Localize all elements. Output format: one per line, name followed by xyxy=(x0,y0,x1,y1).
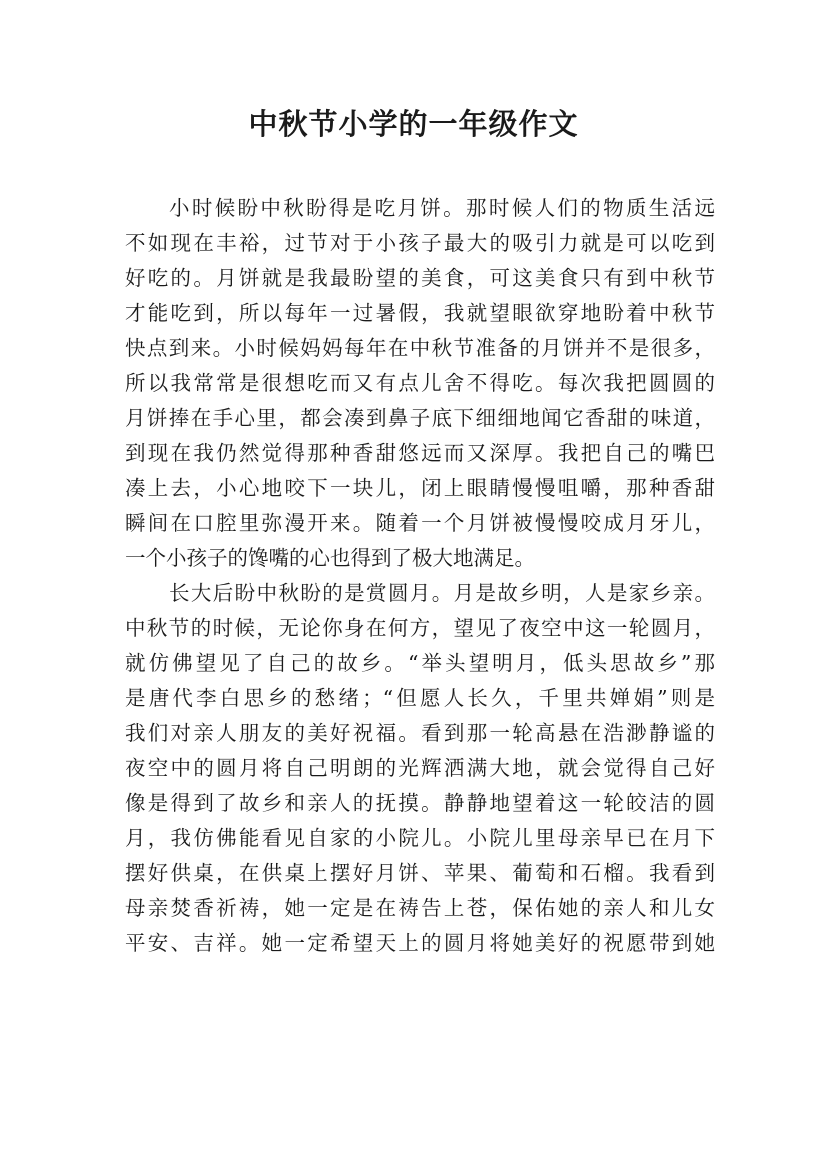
text-line: 快点到来。小时候妈妈每年在中秋节准备的月饼并不是很多， xyxy=(125,336,715,360)
text-line: 我们对亲人朋友的美好祝福。看到那一轮高悬在浩渺静谧的 xyxy=(125,721,715,745)
text-line: 像是得到了故乡和亲人的抚摸。静静地望着这一轮皎洁的圆 xyxy=(125,791,715,815)
essay-body xyxy=(125,191,715,961)
text-line: 好吃的。月饼就是我最盼望的美食，可这美食只有到中秋节 xyxy=(125,266,715,290)
text-line: 才能吃到，所以每年一过暑假，我就望眼欲穿地盼着中秋节 xyxy=(125,301,715,325)
text-line: 月，我仿佛能看见自家的小院儿。小院儿里母亲早已在月下 xyxy=(125,826,715,850)
text-line: 月饼捧在手心里，都会凑到鼻子底下细细地闻它香甜的味道， xyxy=(125,406,715,430)
text-line: 长大后盼中秋盼的是赏圆月。月是故乡明，人是家乡亲。 xyxy=(169,581,715,605)
text-line: 夜空中的圆月将自己明朗的光辉洒满大地，就会觉得自己好 xyxy=(125,756,715,780)
text-line: 到现在我仍然觉得那种香甜悠远而又深厚。我把自己的嘴巴 xyxy=(125,441,715,465)
text-line: 摆好供桌，在供桌上摆好月饼、苹果、葡萄和石榴。我看到 xyxy=(125,861,715,885)
text-line: 一个小孩子的馋嘴的心也得到了极大地满足。 xyxy=(125,546,535,570)
text-line: 所以我常常是很想吃而又有点儿舍不得吃。每次我把圆圆的 xyxy=(125,371,715,395)
text-line: 平安、吉祥。她一定希望天上的圆月将她美好的祝愿带到她 xyxy=(125,931,715,955)
text-line: 小时候盼中秋盼得是吃月饼。那时候人们的物质生活远 xyxy=(169,196,715,220)
text-line: 不如现在丰裕，过节对于小孩子最大的吸引力就是可以吃到 xyxy=(125,231,715,255)
text-line: 母亲焚香祈祷，她一定是在祷告上苍，保佑她的亲人和儿女 xyxy=(125,896,715,920)
text-line: 凑上去，小心地咬下一块儿，闭上眼睛慢慢咀嚼，那种香甜 xyxy=(125,476,715,500)
text-line: 是唐代李白思乡的愁绪；“但愿人长久，千里共婵娟”则是 xyxy=(125,686,715,710)
text-line: 中秋节的时候，无论你身在何方，望见了夜空中这一轮圆月， xyxy=(125,616,715,640)
document-title: 中秋节小学的一年级作文 xyxy=(248,107,579,141)
text-line: 就仿佛望见了自己的故乡。“举头望明月，低头思故乡”那 xyxy=(125,651,715,675)
text-line: 瞬间在口腔里弥漫开来。随着一个月饼被慢慢咬成月牙儿， xyxy=(125,511,715,535)
